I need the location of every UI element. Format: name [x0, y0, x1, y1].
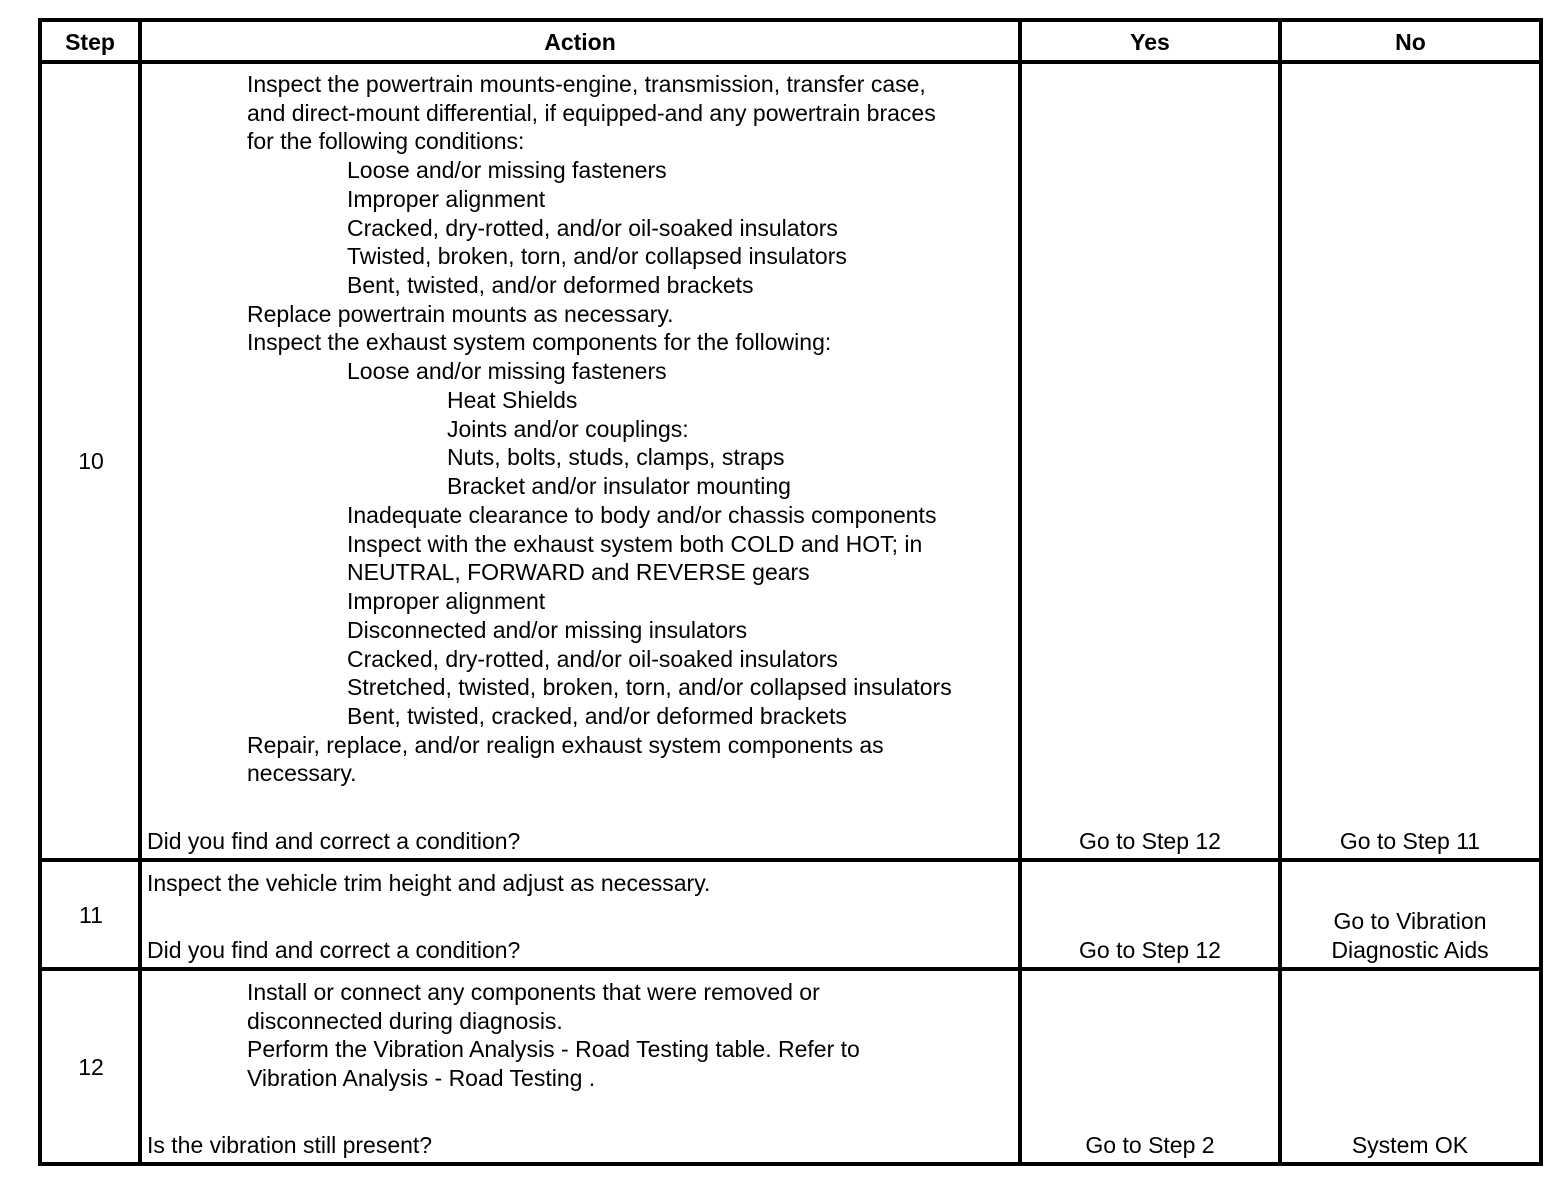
- action-line: and direct-mount differential, if equipped-and any powertrain braces: [247, 100, 936, 126]
- table-border-right: [1539, 18, 1543, 1166]
- action-line: Twisted, broken, torn, and/or collapsed insulators: [347, 243, 847, 269]
- action-line: Improper alignment: [347, 588, 546, 614]
- row-divider: [38, 858, 1543, 862]
- row-divider: [38, 967, 1543, 971]
- header-action: Action: [544, 29, 616, 55]
- action-line: Loose and/or missing fasteners: [347, 358, 667, 384]
- header-divider: [38, 60, 1543, 64]
- step-number: 12: [78, 1054, 104, 1080]
- yes-result: Go to Step 2: [1085, 1132, 1215, 1158]
- column-divider: [1278, 18, 1282, 1166]
- step-number: 10: [78, 448, 104, 474]
- table-border-left: [38, 18, 42, 1166]
- action-line: Cracked, dry-rotted, and/or oil-soaked insulators: [347, 646, 838, 672]
- action-line: Bent, twisted, and/or deformed brackets: [347, 272, 754, 298]
- action-line: Joints and/or couplings:: [447, 416, 689, 442]
- no-result: Go to Step 11: [1339, 828, 1481, 854]
- action-line: Inspect with the exhaust system both COLD and HOT; in: [347, 531, 923, 557]
- action-line: necessary.: [247, 760, 357, 786]
- action-line: Install or connect any components that were removed or: [247, 979, 820, 1005]
- action-line: Inspect the exhaust system components for the following:: [247, 329, 832, 355]
- column-divider: [1018, 18, 1022, 1166]
- yes-result: Go to Step 12: [1079, 937, 1221, 963]
- action-line: for the following conditions:: [247, 128, 525, 154]
- step-question: Did you find and correct a condition?: [147, 828, 521, 854]
- header-step: Step: [65, 29, 115, 55]
- table-border-bottom: [38, 1162, 1543, 1166]
- action-line: Replace powertrain mounts as necessary.: [247, 301, 674, 327]
- action-line: Cracked, dry-rotted, and/or oil-soaked insulators: [347, 215, 838, 241]
- step-question: Is the vibration still present?: [147, 1132, 433, 1158]
- table-border-top: [38, 18, 1543, 22]
- yes-result: Go to Step 12: [1079, 828, 1221, 854]
- action-line: Perform the Vibration Analysis - Road Testing table. Refer to: [247, 1036, 860, 1062]
- no-result-line: Diagnostic Aids: [1331, 937, 1489, 963]
- action-line: Vibration Analysis - Road Testing .: [247, 1065, 596, 1091]
- no-result-line: Go to Vibration: [1333, 908, 1487, 934]
- action-line: Inadequate clearance to body and/or chassis components: [347, 502, 937, 528]
- action-line: Disconnected and/or missing insulators: [347, 617, 748, 643]
- column-divider: [138, 18, 142, 1166]
- action-line: Bracket and/or insulator mounting: [447, 473, 791, 499]
- action-line: disconnected during diagnosis.: [247, 1008, 563, 1034]
- action-line: Inspect the powertrain mounts-engine, transmission, transfer case,: [247, 71, 926, 97]
- step-question: Did you find and correct a condition?: [147, 937, 521, 963]
- header-no: No: [1395, 29, 1426, 55]
- no-result: System OK: [1351, 1132, 1469, 1158]
- step-number: 11: [79, 902, 103, 928]
- action-line: Nuts, bolts, studs, clamps, straps: [447, 444, 785, 470]
- action-line: Repair, replace, and/or realign exhaust system components as: [247, 732, 884, 758]
- action-line: Bent, twisted, cracked, and/or deformed brackets: [347, 703, 847, 729]
- action-line: Inspect the vehicle trim height and adjust as necessary.: [147, 870, 711, 896]
- header-yes: Yes: [1130, 29, 1170, 55]
- action-line: Stretched, twisted, broken, torn, and/or collapsed insulators: [347, 674, 952, 700]
- action-line: Improper alignment: [347, 186, 546, 212]
- action-line: NEUTRAL, FORWARD and REVERSE gears: [347, 559, 810, 585]
- action-line: Heat Shields: [447, 387, 578, 413]
- action-line: Loose and/or missing fasteners: [347, 157, 667, 183]
